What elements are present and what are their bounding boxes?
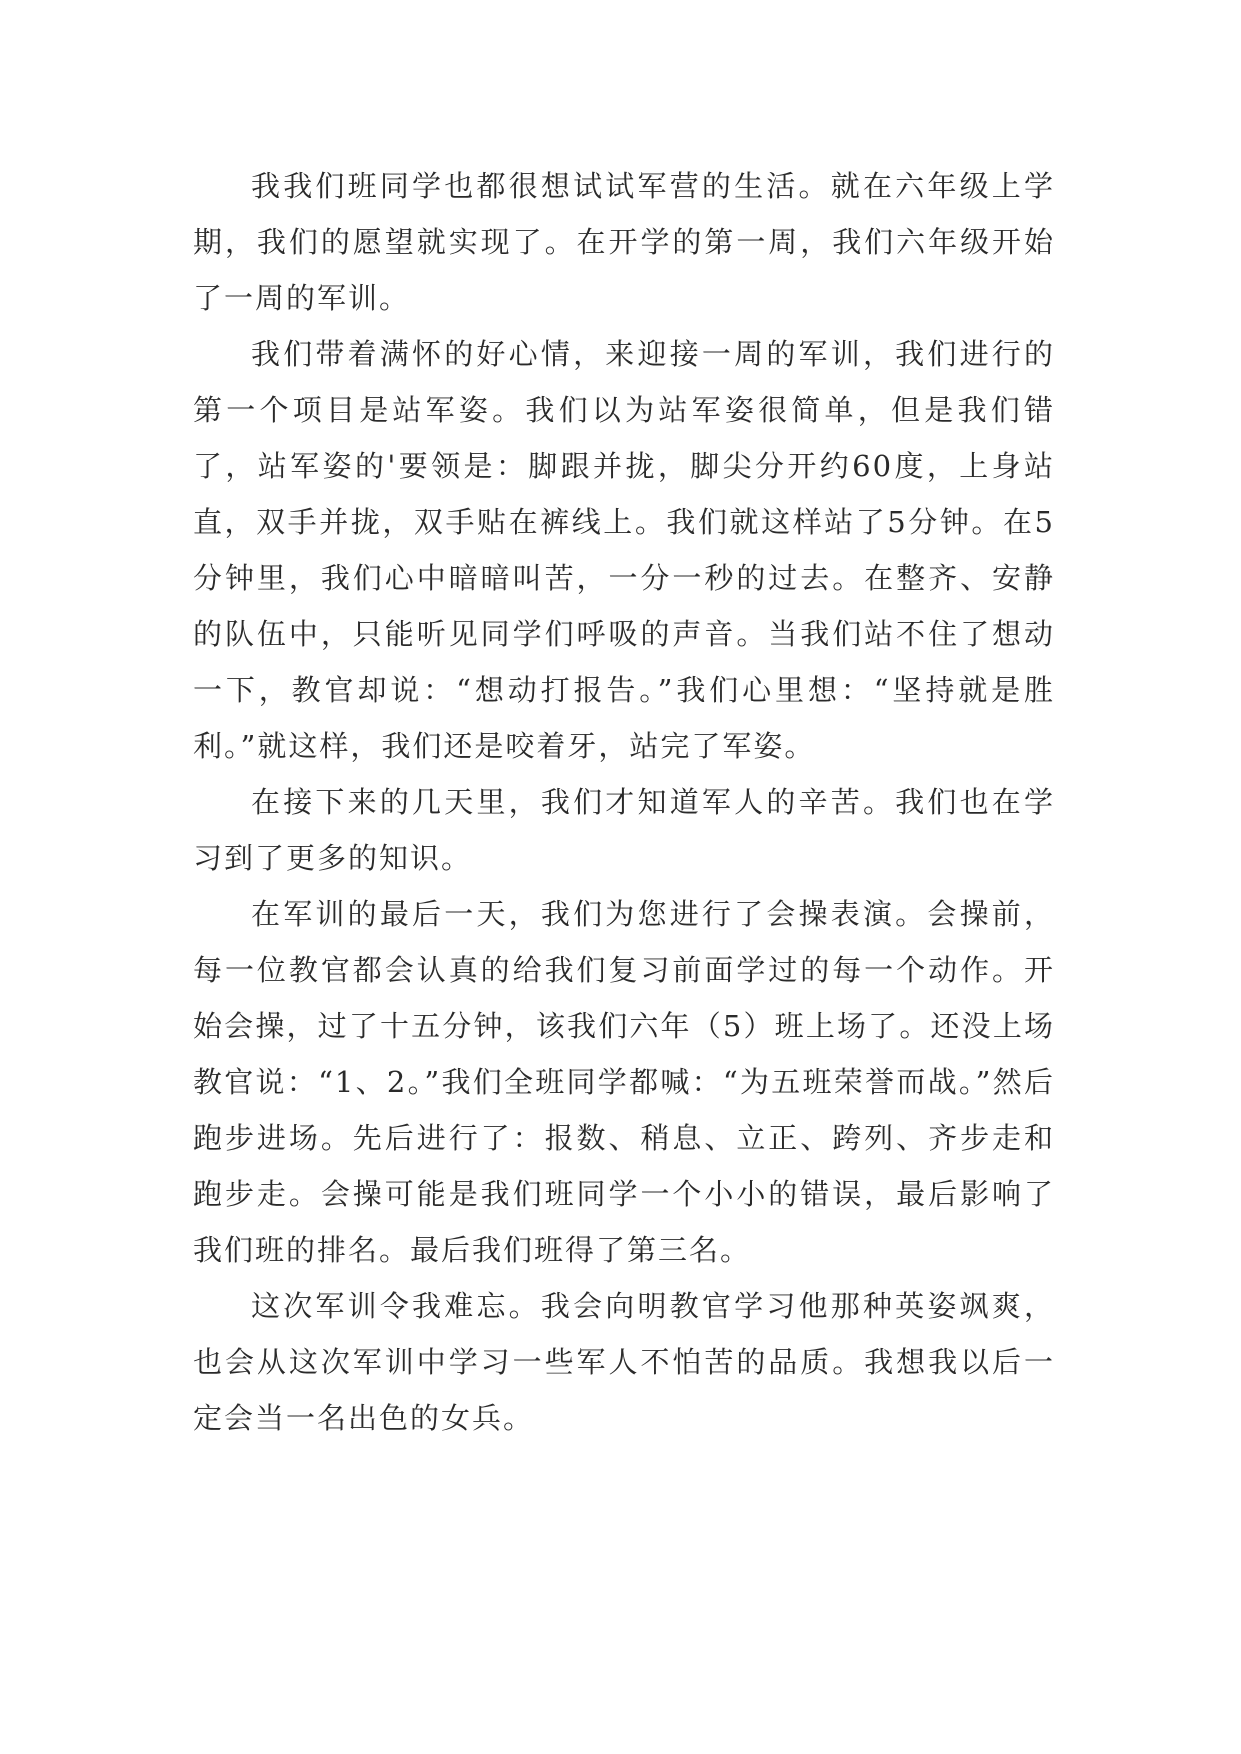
paragraph-4: 在军训的最后一天，我们为您进行了会操表演。会操前，每一位教官都会认真的给我们复习前面学过的每一个动作。开始会操，过了十五分钟，该我们六年（5）班上场了。还没上场教官说：“1、2。”我们全班同学都喊：“为五班荣誉而战。”然后跑步进场。先后进行了：报数、稍息、立正、跨列、齐步走和跑步走。会操可能是我们班同学一个小小的错误，最后影响了我们班的排名。最后我们班得了第三名。 xyxy=(193,897,1055,1267)
essay-body xyxy=(193,158,1055,1446)
paragraph-2: 我们带着满怀的好心情，来迎接一周的军训，我们进行的第一个项目是站军姿。我们以为站军姿很简单，但是我们错了，站军姿的'要领是：脚跟并拢，脚尖分开约60度，上身站直，双手并拢，双手贴在裤线上。我们就这样站了5分钟。在5分钟里，我们心中暗暗叫苦，一分一秒的过去。在整齐、安静的队伍中，只能听见同学们呼吸的声音。当我们站不住了想动一下，教官却说：“想动打报告。”我们心里想：“坚持就是胜利。”就这样，我们还是咬着牙，站完了军姿。 xyxy=(193,337,1055,763)
paragraph-5: 这次军训令我难忘。我会向明教官学习他那种英姿飒爽，也会从这次军训中学习一些军人不怕苦的品质。我想我以后一定会当一名出色的女兵。 xyxy=(193,1289,1055,1435)
paragraph-3: 在接下来的几天里，我们才知道军人的辛苦。我们也在学习到了更多的知识。 xyxy=(193,785,1055,875)
paragraph-1: 我我们班同学也都很想试试军营的生活。就在六年级上学期，我们的愿望就实现了。在开学的第一周，我们六年级开始了一周的军训。 xyxy=(193,169,1055,315)
